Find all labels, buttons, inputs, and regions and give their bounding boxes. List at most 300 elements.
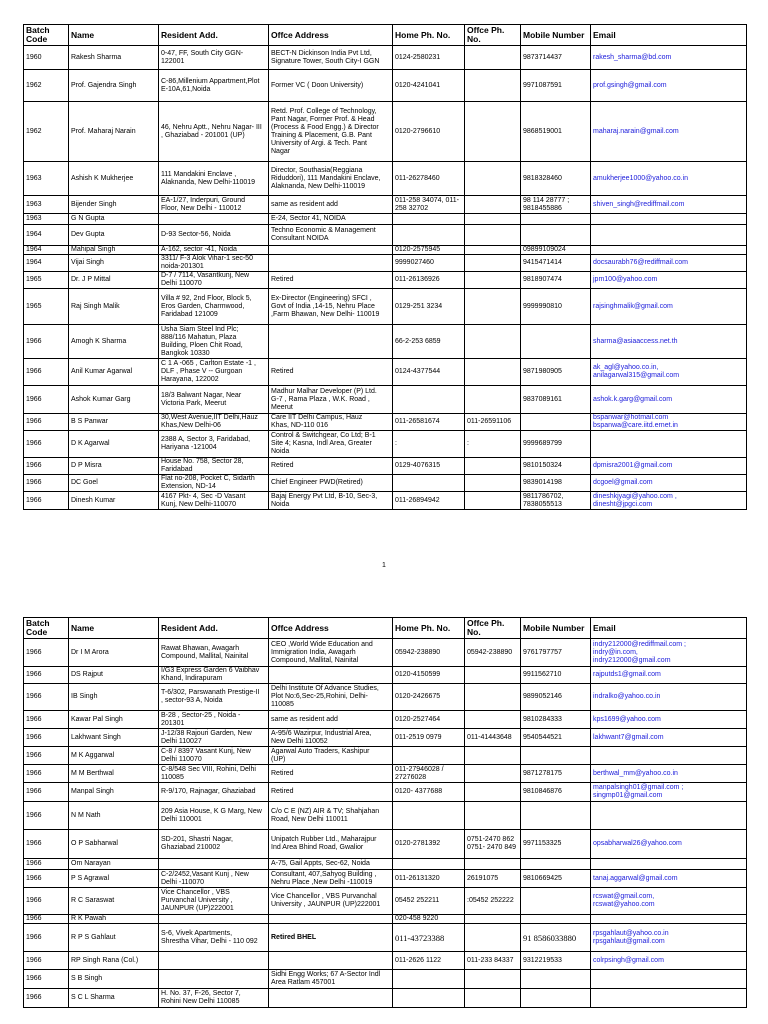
cell-office-address: Retired BHEL xyxy=(269,924,393,952)
table-row xyxy=(24,70,747,102)
cell-office-phone: 0751-2470 862 0751- 2470 849 xyxy=(465,830,521,859)
cell-mobile-number xyxy=(521,888,591,915)
cell-office-address: Retired xyxy=(269,765,393,783)
cell-email[interactable]: maharaj.narain@gmail.com xyxy=(591,102,747,162)
cell-mobile-number xyxy=(521,325,591,359)
cell-home-phone: 011-2519 0979 xyxy=(393,729,465,747)
cell-resident-address: D-93 Sector-56, Noida xyxy=(159,225,269,246)
cell-office-address: Madhur Malhar Developer (P) Ltd. G-7 , Rama Plaza , W.K. Road , Meerut xyxy=(269,386,393,414)
cell-office-address: Agarwal Auto Traders, Kashipur (UP) xyxy=(269,747,393,765)
cell-office-phone xyxy=(465,386,521,414)
cell-mobile-number: 9999990810 xyxy=(521,289,591,325)
table-row xyxy=(24,272,747,289)
cell-email[interactable]: bspanwar@hotmail.com bspanwa@care.iitd.ernet.in xyxy=(591,414,747,431)
table-row xyxy=(24,915,747,924)
header-office-phone: Offce Ph. No. xyxy=(465,25,521,46)
header-home-phone: Home Ph. No. xyxy=(393,618,465,639)
cell-name: Mahipal Singh xyxy=(69,246,159,255)
cell-email[interactable]: kps1699@yahoo.com xyxy=(591,711,747,729)
cell-batch-code: 1966 xyxy=(24,924,69,952)
cell-home-phone xyxy=(393,970,465,989)
cell-home-phone xyxy=(393,802,465,830)
header-email: Email xyxy=(591,25,747,46)
cell-mobile-number: 9911562710 xyxy=(521,667,591,684)
cell-email[interactable]: rajputds1@gmail.com xyxy=(591,667,747,684)
table-row xyxy=(24,802,747,830)
cell-mobile-number: 9810284333 xyxy=(521,711,591,729)
cell-home-phone xyxy=(393,747,465,765)
cell-mobile-number xyxy=(521,970,591,989)
cell-office-address: Chief Engineer PWD(Retired) xyxy=(269,475,393,492)
cell-batch-code: 1966 xyxy=(24,684,69,711)
cell-email[interactable]: rpsgahlaut@yahoo.co.in rpsgahlaut@gmail.com xyxy=(591,924,747,952)
cell-office-address xyxy=(269,325,393,359)
table-row xyxy=(24,196,747,214)
table-header-row xyxy=(24,618,747,639)
cell-office-address: Director, Southasia(Reggiana Riduddori), 111 Mandakini Enclave, Alaknanda, New Delhi-110019 xyxy=(269,162,393,196)
cell-email[interactable]: manpalsingh01@gmail.com ; singmp01@gmail.com xyxy=(591,783,747,802)
cell-email[interactable]: amukherjee1000@yahoo.co.in xyxy=(591,162,747,196)
cell-batch-code: 1966 xyxy=(24,359,69,386)
cell-home-phone: 011-26131320 xyxy=(393,870,465,888)
cell-email xyxy=(591,246,747,255)
cell-mobile-number: 91 8586033880 xyxy=(521,924,591,952)
cell-name: Bijender Singh xyxy=(69,196,159,214)
cell-name: R C Saraswat xyxy=(69,888,159,915)
cell-resident-address: D-7 / 7114, Vasantkunj, New Delhi 110070 xyxy=(159,272,269,289)
cell-batch-code: 1962 xyxy=(24,102,69,162)
cell-mobile-number: 9761797757 xyxy=(521,639,591,667)
cell-batch-code: 1966 xyxy=(24,870,69,888)
table-row xyxy=(24,46,747,70)
table-row xyxy=(24,870,747,888)
cell-mobile-number xyxy=(521,225,591,246)
cell-name: Dinesh Kumar xyxy=(69,492,159,510)
cell-office-address: Retired xyxy=(269,272,393,289)
cell-batch-code: 1966 xyxy=(24,989,69,1008)
cell-email[interactable]: rakesh_sharma@bd.com xyxy=(591,46,747,70)
cell-home-phone: 0120-4150599 xyxy=(393,667,465,684)
cell-name: Prof. Gajendra Singh xyxy=(69,70,159,102)
cell-name: M M Berthwal xyxy=(69,765,159,783)
cell-mobile-number xyxy=(521,915,591,924)
cell-home-phone: 011-26581674 xyxy=(393,414,465,431)
cell-email[interactable]: colrpsingh@gmail.com xyxy=(591,952,747,970)
cell-mobile-number: 9837089161 xyxy=(521,386,591,414)
cell-office-address: CEO ,World Wide Education and Immigration India, Awagarh Compound, Mallital, Nainital xyxy=(269,639,393,667)
cell-mobile-number: 9415471414 xyxy=(521,255,591,272)
cell-email[interactable]: berthwal_mm@yahoo.co.in xyxy=(591,765,747,783)
cell-office-phone: 26191075 xyxy=(465,870,521,888)
cell-name: Amogh K Sharma xyxy=(69,325,159,359)
cell-name: P S Agrawal xyxy=(69,870,159,888)
cell-batch-code: 1966 xyxy=(24,888,69,915)
cell-name: D P Misra xyxy=(69,458,159,475)
cell-office-address xyxy=(269,989,393,1008)
cell-office-phone xyxy=(465,765,521,783)
cell-home-phone: 05452 252211 xyxy=(393,888,465,915)
table-row xyxy=(24,325,747,359)
cell-email xyxy=(591,802,747,830)
cell-batch-code: 1966 xyxy=(24,386,69,414)
cell-batch-code: 1966 xyxy=(24,830,69,859)
cell-mobile-number xyxy=(521,859,591,870)
table-row xyxy=(24,359,747,386)
cell-office-phone xyxy=(465,667,521,684)
table-row xyxy=(24,492,747,510)
cell-batch-code: 1962 xyxy=(24,70,69,102)
cell-email[interactable]: ashok.k.garg@gmail.com xyxy=(591,386,747,414)
cell-resident-address: J-12/38 Rajouri Garden, New Delhi 110027 xyxy=(159,729,269,747)
cell-mobile-number: 9810150324 xyxy=(521,458,591,475)
cell-office-address: Sidhi Engg Works; 67 A-Sector Indl Area Ratlam 457001 xyxy=(269,970,393,989)
cell-email[interactable]: ak_agl@yahoo.co.in, anilagarwal315@gmail.com xyxy=(591,359,747,386)
cell-office-phone xyxy=(465,492,521,510)
cell-email[interactable]: indralko@yahoo.co.in xyxy=(591,684,747,711)
cell-batch-code: 1963 xyxy=(24,162,69,196)
table-row xyxy=(24,859,747,870)
cell-resident-address: 0-47, FF, South City GGN- 122001 xyxy=(159,46,269,70)
cell-office-phone xyxy=(465,225,521,246)
cell-home-phone: 66-2-253 6859 xyxy=(393,325,465,359)
cell-office-address: Care IIT Delhi Campus, Hauz Khas, ND-110 016 xyxy=(269,414,393,431)
cell-batch-code: 1965 xyxy=(24,272,69,289)
cell-office-address xyxy=(269,246,393,255)
cell-name: R K Pawah xyxy=(69,915,159,924)
table-row xyxy=(24,386,747,414)
cell-office-address: Delhi Institute Of Advance Studies, Plot No:6,Sec-25,Rohini, Delhi- 110085 xyxy=(269,684,393,711)
cell-resident-address xyxy=(159,859,269,870)
cell-home-phone: 0120-2781392 xyxy=(393,830,465,859)
cell-name: O P Sabharwal xyxy=(69,830,159,859)
cell-batch-code: 1960 xyxy=(24,46,69,70)
cell-name: Ashok Kumar Garg xyxy=(69,386,159,414)
cell-batch-code: 1966 xyxy=(24,711,69,729)
cell-batch-code: 1966 xyxy=(24,667,69,684)
cell-resident-address: C-8 / 8397 Vasant Kunj, New Delhi 110070 xyxy=(159,747,269,765)
table-row xyxy=(24,162,747,196)
cell-batch-code: 1966 xyxy=(24,802,69,830)
cell-resident-address: Usha Siam Steel Ind Plc; 888/116 Mahatun, Plaza Building, Ploen Chit Road, Bangkok 10330 xyxy=(159,325,269,359)
cell-home-phone: 0120-2426675 xyxy=(393,684,465,711)
table-header-row xyxy=(24,25,747,46)
cell-home-phone: 0120-4241041 xyxy=(393,70,465,102)
cell-home-phone: 011-26278460 xyxy=(393,162,465,196)
table-row xyxy=(24,414,747,431)
cell-email[interactable]: shiven_singh@rediffmail.com xyxy=(591,196,747,214)
cell-office-phone xyxy=(465,214,521,225)
cell-office-address xyxy=(269,915,393,924)
cell-batch-code: 1966 xyxy=(24,765,69,783)
header-mobile-number: Mobile Number xyxy=(521,618,591,639)
cell-resident-address: SD-201, Shastri Nagar, Ghaziabad 210002 xyxy=(159,830,269,859)
cell-email[interactable]: jpm100@yahoo.com xyxy=(591,272,747,289)
cell-email xyxy=(591,431,747,458)
cell-name: R P S Gahlaut xyxy=(69,924,159,952)
cell-resident-address: House No. 758, Sector 28, Faridabad xyxy=(159,458,269,475)
cell-email[interactable]: rajsinghmalik@gmail.com xyxy=(591,289,747,325)
cell-email[interactable]: opsabharwal26@yahoo.com xyxy=(591,830,747,859)
cell-office-phone xyxy=(465,162,521,196)
table-row xyxy=(24,246,747,255)
cell-office-address: Former VC ( Doon University) xyxy=(269,70,393,102)
cell-home-phone: 0124-2580231 xyxy=(393,46,465,70)
cell-email xyxy=(591,970,747,989)
cell-mobile-number: 9818907474 xyxy=(521,272,591,289)
cell-email xyxy=(591,989,747,1008)
cell-email xyxy=(591,859,747,870)
table-row xyxy=(24,458,747,475)
table-row xyxy=(24,765,747,783)
cell-email[interactable]: prof.gsingh@gmail.com xyxy=(591,70,747,102)
cell-resident-address: Flat no-208, Pocket C, Sidarth Extension, ND-14 xyxy=(159,475,269,492)
cell-email xyxy=(591,747,747,765)
alumni-table-page-1 xyxy=(23,24,747,510)
cell-email[interactable]: dcgoel@gmail.com xyxy=(591,475,747,492)
cell-email[interactable]: rcswat@gmail.com, rcswat@yahoo.com xyxy=(591,888,747,915)
table-row xyxy=(24,952,747,970)
cell-mobile-number: 9312219533 xyxy=(521,952,591,970)
table-row xyxy=(24,924,747,952)
cell-home-phone xyxy=(393,859,465,870)
cell-resident-address: Villa # 92, 2nd Floor, Block 5, Eros Garden, Charmwood, Faridabad 121009 xyxy=(159,289,269,325)
table-row xyxy=(24,888,747,915)
cell-mobile-number: 98 114 28777 ; 9818455886 xyxy=(521,196,591,214)
cell-batch-code: 1964 xyxy=(24,246,69,255)
cell-mobile-number: 09899109024 xyxy=(521,246,591,255)
cell-email[interactable]: lakhwant7@gmail.com xyxy=(591,729,747,747)
cell-office-address xyxy=(269,952,393,970)
cell-mobile-number: 9810846876 xyxy=(521,783,591,802)
table-row xyxy=(24,667,747,684)
cell-batch-code: 1964 xyxy=(24,225,69,246)
cell-resident-address: Vice Chancellor , VBS Purvanchal University , JAUNPUR (UP)222001 xyxy=(159,888,269,915)
table-row xyxy=(24,747,747,765)
cell-batch-code: 1963 xyxy=(24,196,69,214)
cell-resident-address: 46, Nehru Aptt., Nehru Nagar- III , Ghaziabad - 201001 (UP) xyxy=(159,102,269,162)
cell-office-phone: : xyxy=(465,431,521,458)
cell-batch-code: 1966 xyxy=(24,458,69,475)
cell-mobile-number: 9971087591 xyxy=(521,70,591,102)
cell-name: D K Agarwal xyxy=(69,431,159,458)
cell-name: IB Singh xyxy=(69,684,159,711)
cell-resident-address: T-6/302, Parswanath Prestige-II , sector-93 A, Noida xyxy=(159,684,269,711)
cell-home-phone: 011-43723388 xyxy=(393,924,465,952)
cell-email[interactable]: sharma@asiaaccess.net.th xyxy=(591,325,747,359)
cell-office-address: C/o C E (NZ) AIR & TV; Shahjahan Road, New Delhi 110011 xyxy=(269,802,393,830)
cell-office-phone xyxy=(465,924,521,952)
cell-name: Dr I M Arora xyxy=(69,639,159,667)
cell-office-phone xyxy=(465,196,521,214)
cell-office-address: same as resident add xyxy=(269,196,393,214)
cell-batch-code: 1966 xyxy=(24,639,69,667)
table-row xyxy=(24,255,747,272)
cell-home-phone: 9999027460 xyxy=(393,255,465,272)
cell-office-phone xyxy=(465,989,521,1008)
cell-email[interactable]: docsaurabh76@rediffmail.com xyxy=(591,255,747,272)
cell-mobile-number: 9868519001 xyxy=(521,102,591,162)
cell-office-address: Retired xyxy=(269,458,393,475)
cell-resident-address: A-162, sector -41, Noida xyxy=(159,246,269,255)
table-body xyxy=(24,46,747,510)
cell-name: Kawar Pal Singh xyxy=(69,711,159,729)
cell-name: DC Goel xyxy=(69,475,159,492)
cell-resident-address xyxy=(159,970,269,989)
cell-batch-code: 1966 xyxy=(24,729,69,747)
header-office-address: Offce Address xyxy=(269,25,393,46)
cell-office-address xyxy=(269,667,393,684)
cell-office-address: same as resident add xyxy=(269,711,393,729)
cell-name: Manpal Singh xyxy=(69,783,159,802)
cell-office-address: Bajaj Energy Pvt Ltd, B-10, Sec-3, Noida xyxy=(269,492,393,510)
cell-office-address: Unipatch Rubber Ltd., Maharajpur Ind Area Bhind Road, Gwalior xyxy=(269,830,393,859)
table-row xyxy=(24,830,747,859)
cell-name: DS Rajput xyxy=(69,667,159,684)
cell-name: Om Narayan xyxy=(69,859,159,870)
header-resident-address: Resident Add. xyxy=(159,25,269,46)
cell-resident-address: B-28 , Sector-25 , Noida - 201301 xyxy=(159,711,269,729)
cell-mobile-number: 9839014198 xyxy=(521,475,591,492)
cell-email[interactable]: indry212000@rediffmail.com ; indry@in.com, indry212000@gmail.com xyxy=(591,639,747,667)
header-name: Name xyxy=(69,618,159,639)
header-resident-address: Resident Add. xyxy=(159,618,269,639)
table-row xyxy=(24,289,747,325)
header-batch-code: Batch Code xyxy=(24,618,69,639)
cell-mobile-number xyxy=(521,989,591,1008)
cell-email[interactable]: dineshkjyagi@yahoo.com , dinesht@jpgci.com xyxy=(591,492,747,510)
cell-name: Anil Kumar Agarwal xyxy=(69,359,159,386)
cell-home-phone: 0120- 4377688 xyxy=(393,783,465,802)
cell-home-phone: 0124-4377544 xyxy=(393,359,465,386)
header-email: Email xyxy=(591,618,747,639)
header-office-address: Offce Address xyxy=(269,618,393,639)
cell-name: Rakesh Sharma xyxy=(69,46,159,70)
header-mobile-number: Mobile Number xyxy=(521,25,591,46)
table-row xyxy=(24,970,747,989)
table-row xyxy=(24,214,747,225)
cell-mobile-number: 9540544521 xyxy=(521,729,591,747)
cell-resident-address: H. No. 37, F-26, Sector 7, Rohini New Delhi 110085 xyxy=(159,989,269,1008)
cell-office-address: Ex-Director (Engineering) SFCI , Govt of India ,14-15, Nehru Place ,Farm Bhawan, New Delhi- 110019 xyxy=(269,289,393,325)
cell-office-phone: 011-41443648 xyxy=(465,729,521,747)
table-row xyxy=(24,431,747,458)
table-body xyxy=(24,639,747,1008)
cell-resident-address: 2388 A, Sector 3, Faridabad, Hariyana -121004 xyxy=(159,431,269,458)
cell-resident-address: C-2/2452,Vasant Kunj , New Delhi -110070 xyxy=(159,870,269,888)
cell-resident-address xyxy=(159,915,269,924)
cell-batch-code: 1963 xyxy=(24,214,69,225)
cell-office-phone xyxy=(465,711,521,729)
table-row xyxy=(24,989,747,1008)
cell-office-address: Retd. Prof. College of Technology, Pant Nagar, Former Prof. & Head (Process & Food Engg.) & Director Training & Placement, G.B. Pant University of Argi. & Tech. Pant Nagar xyxy=(269,102,393,162)
cell-mobile-number xyxy=(521,802,591,830)
cell-office-address: BECT-N Dickinson India Pvt Ltd, Signature Tower, South City-I GGN xyxy=(269,46,393,70)
cell-resident-address: EA-1/27, Inderpuri, Ground Floor, New Delhi - 110012 xyxy=(159,196,269,214)
cell-name: B S Panwar xyxy=(69,414,159,431)
cell-office-address: A-75, Gail Appts, Sec-62, Noida xyxy=(269,859,393,870)
cell-mobile-number: 9899052146 xyxy=(521,684,591,711)
cell-office-phone xyxy=(465,475,521,492)
cell-mobile-number: 9999689799 xyxy=(521,431,591,458)
cell-name: Dev Gupta xyxy=(69,225,159,246)
cell-home-phone: 0120-2527464 xyxy=(393,711,465,729)
cell-office-address: A-95/6 Wazirpur, Industrial Area, New Delhi 110052 xyxy=(269,729,393,747)
cell-home-phone: 0129-4076315 xyxy=(393,458,465,475)
cell-office-phone xyxy=(465,783,521,802)
cell-resident-address: C 1 A -065 , Carlton Estate -1 , DLF , Phase V -- Gurgoan Harayana, 122002 xyxy=(159,359,269,386)
cell-batch-code: 1965 xyxy=(24,289,69,325)
table-row xyxy=(24,729,747,747)
cell-office-phone xyxy=(465,325,521,359)
cell-email xyxy=(591,214,747,225)
cell-office-phone xyxy=(465,747,521,765)
table-row xyxy=(24,684,747,711)
cell-name: Vijai Singh xyxy=(69,255,159,272)
cell-resident-address: C-86,Millenium Appartment,Plot E-10A,61,Noida xyxy=(159,70,269,102)
cell-email[interactable]: dpmisra2001@gmail.com xyxy=(591,458,747,475)
cell-batch-code: 1964 xyxy=(24,255,69,272)
cell-batch-code: 1966 xyxy=(24,431,69,458)
cell-resident-address: 18/3 Balwant Nagar, Near Victoria Park, Meerut xyxy=(159,386,269,414)
cell-resident-address xyxy=(159,214,269,225)
cell-batch-code: 1966 xyxy=(24,492,69,510)
cell-resident-address: I/G3 Express Garden 6 Vaibhav Khand, Indirapuram xyxy=(159,667,269,684)
cell-mobile-number: 9871980905 xyxy=(521,359,591,386)
cell-batch-code: 1966 xyxy=(24,475,69,492)
cell-office-phone xyxy=(465,46,521,70)
cell-resident-address: Rawat Bhawan, Awagarh Compound, Mallital, Nainital xyxy=(159,639,269,667)
header-home-phone: Home Ph. No. xyxy=(393,25,465,46)
cell-office-address: E-24, Sector 41, NOIDA xyxy=(269,214,393,225)
cell-name: Lakhwant Singh xyxy=(69,729,159,747)
cell-office-phone: :05452 252222 xyxy=(465,888,521,915)
cell-office-address: Techno Economic & Management Consultant NOIDA xyxy=(269,225,393,246)
cell-office-phone xyxy=(465,458,521,475)
cell-home-phone: 05942-238890 xyxy=(393,639,465,667)
cell-batch-code: 1966 xyxy=(24,783,69,802)
cell-home-phone xyxy=(393,386,465,414)
table-row xyxy=(24,783,747,802)
table-row xyxy=(24,639,747,667)
cell-office-phone xyxy=(465,272,521,289)
cell-home-phone: 0129-251 3234 xyxy=(393,289,465,325)
cell-home-phone: 0120-2796610 xyxy=(393,102,465,162)
cell-batch-code: 1966 xyxy=(24,859,69,870)
cell-home-phone: 011-2626 1122 xyxy=(393,952,465,970)
cell-office-phone xyxy=(465,70,521,102)
cell-office-phone xyxy=(465,246,521,255)
cell-batch-code: 1966 xyxy=(24,747,69,765)
cell-name: S B Singh xyxy=(69,970,159,989)
cell-home-phone: 011-26894942 xyxy=(393,492,465,510)
cell-mobile-number: 9873714437 xyxy=(521,46,591,70)
cell-batch-code: 1966 xyxy=(24,325,69,359)
cell-mobile-number: 9811786702, 7838055513 xyxy=(521,492,591,510)
cell-office-phone xyxy=(465,915,521,924)
cell-resident-address: R-9/170, Rajnagar, Ghaziabad xyxy=(159,783,269,802)
cell-batch-code: 1966 xyxy=(24,915,69,924)
cell-office-address: Consultant, 407,Sahyog Building , Nehru Place ,New Delhi -110019 xyxy=(269,870,393,888)
cell-home-phone: 020-458 9220 xyxy=(393,915,465,924)
cell-resident-address: 209 Asia House, K G Marg, New Delhi 110001 xyxy=(159,802,269,830)
cell-name: N M Nath xyxy=(69,802,159,830)
cell-home-phone xyxy=(393,989,465,1008)
cell-name: Dr. J P Mittal xyxy=(69,272,159,289)
cell-resident-address: 111 Mandakini Enclave , Alaknanda, New Delhi-110019 xyxy=(159,162,269,196)
cell-office-phone: 011-233 84337 xyxy=(465,952,521,970)
cell-email[interactable]: tanaj.aggarwal@gmail.com xyxy=(591,870,747,888)
cell-mobile-number: 9871278175 xyxy=(521,765,591,783)
